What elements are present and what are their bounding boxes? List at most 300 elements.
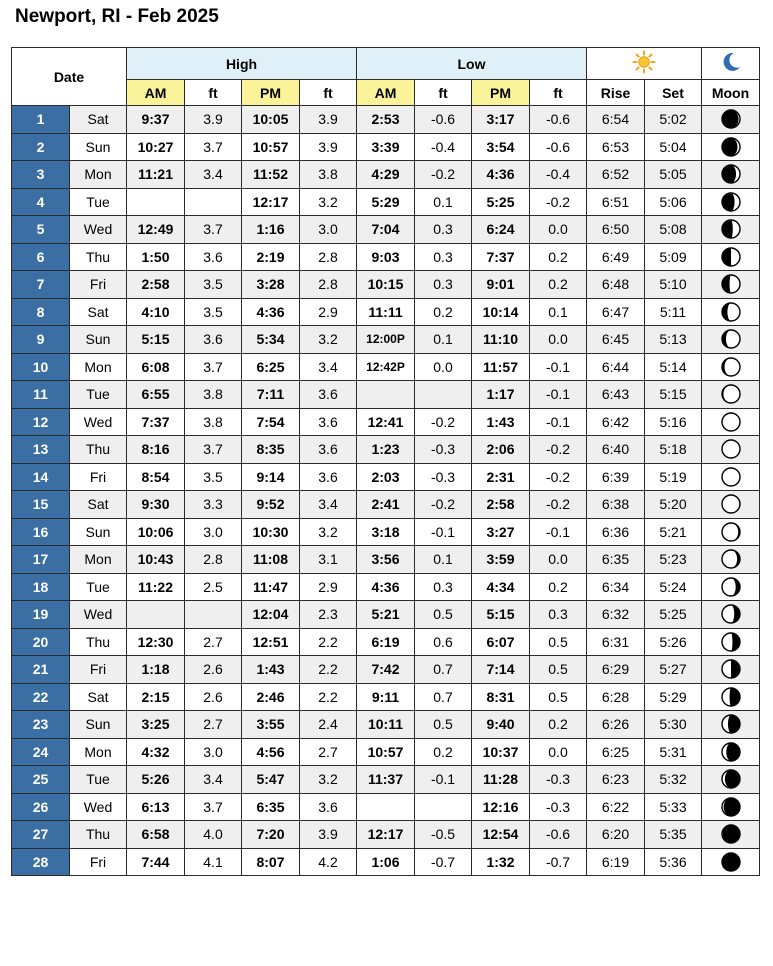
high-am-time: 8:54 xyxy=(127,463,185,491)
moon-phase-cell xyxy=(702,463,760,491)
sunrise-time: 6:45 xyxy=(587,326,645,354)
high-pm-height: 3.2 xyxy=(300,518,357,546)
low-am-time: 1:06 xyxy=(357,848,415,876)
high-pm-height: 3.6 xyxy=(300,793,357,821)
high-am-height: 2.8 xyxy=(185,546,242,574)
high-am-height: 2.7 xyxy=(185,628,242,656)
low-am-time: 10:11 xyxy=(357,711,415,739)
day-number: 10 xyxy=(12,353,70,381)
high-pm-height: 2.9 xyxy=(300,573,357,601)
low-pm-height: 0.2 xyxy=(530,573,587,601)
sunset-time: 5:24 xyxy=(645,573,702,601)
sunrise-time: 6:25 xyxy=(587,738,645,766)
low-am-height: 0.1 xyxy=(415,188,472,216)
high-am-height: 2.5 xyxy=(185,573,242,601)
table-row xyxy=(12,711,760,739)
low-pm-height: -0.1 xyxy=(530,518,587,546)
low-pm-time: 12:16 xyxy=(472,793,530,821)
low-pm-height: 0.0 xyxy=(530,738,587,766)
moon-phase-cell xyxy=(702,408,760,436)
high-pm-height: 3.6 xyxy=(300,463,357,491)
moon-phase-cell xyxy=(702,738,760,766)
moon-phase-cell xyxy=(702,216,760,244)
moon-phase-icon xyxy=(721,742,741,762)
sunset-time: 5:11 xyxy=(645,298,702,326)
table-row xyxy=(12,408,760,436)
low-pm-time: 2:06 xyxy=(472,436,530,464)
sunset-time: 5:08 xyxy=(645,216,702,244)
high-pm-height: 3.6 xyxy=(300,408,357,436)
high-pm-time: 6:35 xyxy=(242,793,300,821)
table-row xyxy=(12,271,760,299)
low-am-time: 2:53 xyxy=(357,106,415,134)
moon-phase-cell xyxy=(702,683,760,711)
high-pm-height: 3.2 xyxy=(300,188,357,216)
high-am-time: 1:50 xyxy=(127,243,185,271)
high-am-height: 3.8 xyxy=(185,381,242,409)
low-am-time: 7:42 xyxy=(357,656,415,684)
low-pm-time: 6:24 xyxy=(472,216,530,244)
day-number: 24 xyxy=(12,738,70,766)
low-am-height: 0.5 xyxy=(415,711,472,739)
table-row xyxy=(12,326,760,354)
weekday: Tue xyxy=(70,766,127,794)
table-row xyxy=(12,436,760,464)
low-pm-height: 0.2 xyxy=(530,243,587,271)
low-pm-height: -0.2 xyxy=(530,188,587,216)
high-pm-height: 2.8 xyxy=(300,243,357,271)
low-pm-time: 5:25 xyxy=(472,188,530,216)
low-am-height: 0.1 xyxy=(415,326,472,354)
sunset-time: 5:33 xyxy=(645,793,702,821)
moon-phase-icon xyxy=(721,549,741,569)
high-pm-height: 3.8 xyxy=(300,161,357,189)
sunrise-time: 6:20 xyxy=(587,821,645,849)
low-pm-time: 2:31 xyxy=(472,463,530,491)
high-am-height: 3.4 xyxy=(185,161,242,189)
high-pm-time: 12:51 xyxy=(242,628,300,656)
low-header: Low xyxy=(357,48,587,80)
day-number: 13 xyxy=(12,436,70,464)
moon-phase-icon xyxy=(721,247,741,267)
weekday: Sun xyxy=(70,711,127,739)
day-number: 27 xyxy=(12,821,70,849)
moon-phase-cell xyxy=(702,188,760,216)
low-am-height: -0.2 xyxy=(415,408,472,436)
moon-phase-icon xyxy=(721,577,741,597)
high-am-height: 4.1 xyxy=(185,848,242,876)
weekday: Wed xyxy=(70,216,127,244)
high-pm-time: 9:52 xyxy=(242,491,300,519)
table-row xyxy=(12,243,760,271)
high-am-height: 3.5 xyxy=(185,298,242,326)
high-pm-time: 11:52 xyxy=(242,161,300,189)
moon-phase-header: Moon xyxy=(702,80,760,106)
moon-phase-cell xyxy=(702,573,760,601)
low-am-height: 0.3 xyxy=(415,216,472,244)
table-row xyxy=(12,848,760,876)
high-pm-header: PM xyxy=(242,80,300,106)
low-pm-time: 9:40 xyxy=(472,711,530,739)
high-pm-time: 7:11 xyxy=(242,381,300,409)
high-am-time: 12:30 xyxy=(127,628,185,656)
weekday: Fri xyxy=(70,463,127,491)
low-am-height: 0.5 xyxy=(415,601,472,629)
sunrise-time: 6:53 xyxy=(587,133,645,161)
day-number: 26 xyxy=(12,793,70,821)
high-pm-time: 7:20 xyxy=(242,821,300,849)
high-am-time: 7:37 xyxy=(127,408,185,436)
table-row xyxy=(12,821,760,849)
high-pm-time: 1:43 xyxy=(242,656,300,684)
high-pm-time: 3:55 xyxy=(242,711,300,739)
sunrise-time: 6:34 xyxy=(587,573,645,601)
moon-phase-icon xyxy=(721,632,741,652)
low-am-time: 2:41 xyxy=(357,491,415,519)
low-am-height: -0.2 xyxy=(415,161,472,189)
sunrise-header: Rise xyxy=(587,80,645,106)
sunset-time: 5:14 xyxy=(645,353,702,381)
low-pm-time: 1:17 xyxy=(472,381,530,409)
high-am-time: 9:30 xyxy=(127,491,185,519)
low-am-time: 7:04 xyxy=(357,216,415,244)
day-number: 3 xyxy=(12,161,70,189)
high-pm-height: 3.4 xyxy=(300,353,357,381)
low-am-height: 0.0 xyxy=(415,353,472,381)
high-am-height: 3.7 xyxy=(185,793,242,821)
high-pm-time: 4:56 xyxy=(242,738,300,766)
high-pm-time: 1:16 xyxy=(242,216,300,244)
moon-phase-cell xyxy=(702,656,760,684)
high-pm-height: 2.2 xyxy=(300,656,357,684)
low-am-time: 4:29 xyxy=(357,161,415,189)
high-am-time: 11:21 xyxy=(127,161,185,189)
table-row xyxy=(12,463,760,491)
day-number: 14 xyxy=(12,463,70,491)
low-am-time: 10:15 xyxy=(357,271,415,299)
high-am-height: 3.6 xyxy=(185,243,242,271)
high-am-time: 6:55 xyxy=(127,381,185,409)
high-am-height: 3.0 xyxy=(185,738,242,766)
high-pm-height: 2.8 xyxy=(300,271,357,299)
high-am-time: 1:18 xyxy=(127,656,185,684)
sunset-time: 5:30 xyxy=(645,711,702,739)
low-pm-height: -0.7 xyxy=(530,848,587,876)
low-am-height: -0.7 xyxy=(415,848,472,876)
moon-phase-cell xyxy=(702,161,760,189)
low-am-time: 3:39 xyxy=(357,133,415,161)
day-number: 25 xyxy=(12,766,70,794)
high-pm-time: 11:47 xyxy=(242,573,300,601)
table-row xyxy=(12,106,760,134)
high-pm-time: 10:30 xyxy=(242,518,300,546)
low-pm-height: -0.6 xyxy=(530,106,587,134)
low-pm-time: 7:37 xyxy=(472,243,530,271)
low-am-time xyxy=(357,381,415,409)
moon-phase-cell xyxy=(702,436,760,464)
sunset-time: 5:21 xyxy=(645,518,702,546)
low-pm-height: 0.0 xyxy=(530,326,587,354)
low-am-time: 12:00P xyxy=(357,326,415,354)
high-am-time: 6:13 xyxy=(127,793,185,821)
weekday: Wed xyxy=(70,408,127,436)
high-pm-time: 3:28 xyxy=(242,271,300,299)
low-pm-height: 0.2 xyxy=(530,711,587,739)
moon-phase-cell xyxy=(702,353,760,381)
high-pm-height: 2.9 xyxy=(300,298,357,326)
high-pm-height: 3.1 xyxy=(300,546,357,574)
sun-header xyxy=(587,48,702,80)
sunrise-time: 6:40 xyxy=(587,436,645,464)
sunset-time: 5:32 xyxy=(645,766,702,794)
sun-icon xyxy=(632,50,656,77)
high-am-time: 10:06 xyxy=(127,518,185,546)
moon-phase-cell xyxy=(702,381,760,409)
sunset-time: 5:05 xyxy=(645,161,702,189)
sunrise-time: 6:47 xyxy=(587,298,645,326)
moon-phase-icon xyxy=(721,824,741,844)
low-pm-time: 3:54 xyxy=(472,133,530,161)
day-number: 19 xyxy=(12,601,70,629)
low-am-height: -0.1 xyxy=(415,518,472,546)
weekday: Thu xyxy=(70,436,127,464)
day-number: 11 xyxy=(12,381,70,409)
moon-phase-cell xyxy=(702,766,760,794)
moon-phase-icon xyxy=(721,302,741,322)
day-number: 23 xyxy=(12,711,70,739)
high-pm-time: 10:57 xyxy=(242,133,300,161)
low-am-time: 9:03 xyxy=(357,243,415,271)
table-row xyxy=(12,353,760,381)
low-am-ft-header: ft xyxy=(415,80,472,106)
low-pm-time: 9:01 xyxy=(472,271,530,299)
high-am-height: 3.3 xyxy=(185,491,242,519)
high-pm-time: 8:35 xyxy=(242,436,300,464)
low-pm-ft-header: ft xyxy=(530,80,587,106)
low-pm-height: -0.1 xyxy=(530,381,587,409)
low-am-height: 0.7 xyxy=(415,656,472,684)
low-pm-time: 11:57 xyxy=(472,353,530,381)
sunset-time: 5:13 xyxy=(645,326,702,354)
sunrise-time: 6:42 xyxy=(587,408,645,436)
table-row xyxy=(12,298,760,326)
low-am-time: 4:36 xyxy=(357,573,415,601)
sunset-time: 5:36 xyxy=(645,848,702,876)
high-pm-height: 3.9 xyxy=(300,106,357,134)
high-pm-time: 6:25 xyxy=(242,353,300,381)
high-pm-time: 5:47 xyxy=(242,766,300,794)
high-am-time: 2:58 xyxy=(127,271,185,299)
weekday: Wed xyxy=(70,601,127,629)
high-pm-height: 2.3 xyxy=(300,601,357,629)
low-am-time: 12:42P xyxy=(357,353,415,381)
low-pm-height: 0.5 xyxy=(530,683,587,711)
sunrise-time: 6:43 xyxy=(587,381,645,409)
high-am-time: 6:08 xyxy=(127,353,185,381)
weekday: Mon xyxy=(70,546,127,574)
low-am-height: 0.2 xyxy=(415,738,472,766)
low-am-time: 6:19 xyxy=(357,628,415,656)
low-am-time: 5:21 xyxy=(357,601,415,629)
high-am-time: 4:32 xyxy=(127,738,185,766)
sunrise-time: 6:51 xyxy=(587,188,645,216)
high-am-height: 3.7 xyxy=(185,353,242,381)
low-am-height: 0.7 xyxy=(415,683,472,711)
weekday: Tue xyxy=(70,188,127,216)
low-am-time: 11:37 xyxy=(357,766,415,794)
weekday: Fri xyxy=(70,271,127,299)
moon-phase-cell xyxy=(702,243,760,271)
low-pm-height: -0.2 xyxy=(530,463,587,491)
low-am-height: 0.6 xyxy=(415,628,472,656)
low-pm-height: -0.1 xyxy=(530,408,587,436)
low-am-time: 2:03 xyxy=(357,463,415,491)
high-pm-height: 4.2 xyxy=(300,848,357,876)
high-am-time: 10:27 xyxy=(127,133,185,161)
high-pm-height: 2.7 xyxy=(300,738,357,766)
low-am-height: 0.3 xyxy=(415,243,472,271)
low-pm-time: 4:36 xyxy=(472,161,530,189)
sunset-time: 5:35 xyxy=(645,821,702,849)
moon-phase-icon xyxy=(721,439,741,459)
low-pm-height: 0.5 xyxy=(530,628,587,656)
moon-phase-cell xyxy=(702,133,760,161)
sunset-time: 5:06 xyxy=(645,188,702,216)
table-row xyxy=(12,381,760,409)
high-am-time: 11:22 xyxy=(127,573,185,601)
sunset-time: 5:09 xyxy=(645,243,702,271)
high-am-height: 3.5 xyxy=(185,271,242,299)
table-row xyxy=(12,656,760,684)
low-am-time: 10:57 xyxy=(357,738,415,766)
low-am-height: -0.3 xyxy=(415,463,472,491)
low-pm-time: 3:27 xyxy=(472,518,530,546)
moon-phase-icon xyxy=(721,357,741,377)
day-number: 20 xyxy=(12,628,70,656)
sunrise-time: 6:22 xyxy=(587,793,645,821)
low-pm-height: -0.1 xyxy=(530,353,587,381)
low-pm-height: 0.0 xyxy=(530,546,587,574)
low-pm-time: 4:34 xyxy=(472,573,530,601)
weekday: Mon xyxy=(70,161,127,189)
moon-phase-cell xyxy=(702,821,760,849)
high-am-time: 5:15 xyxy=(127,326,185,354)
day-number: 9 xyxy=(12,326,70,354)
day-number: 7 xyxy=(12,271,70,299)
low-pm-time: 12:54 xyxy=(472,821,530,849)
low-pm-time: 5:15 xyxy=(472,601,530,629)
high-am-time: 9:37 xyxy=(127,106,185,134)
page-title: Newport, RI - Feb 2025 xyxy=(15,6,219,27)
sunrise-time: 6:39 xyxy=(587,463,645,491)
weekday: Fri xyxy=(70,848,127,876)
day-number: 4 xyxy=(12,188,70,216)
low-pm-time: 7:14 xyxy=(472,656,530,684)
sunset-time: 5:20 xyxy=(645,491,702,519)
low-pm-time: 1:43 xyxy=(472,408,530,436)
sunset-time: 5:26 xyxy=(645,628,702,656)
low-am-time: 3:18 xyxy=(357,518,415,546)
sunset-time: 5:27 xyxy=(645,656,702,684)
weekday: Thu xyxy=(70,243,127,271)
low-pm-height: -0.4 xyxy=(530,161,587,189)
low-pm-time: 3:17 xyxy=(472,106,530,134)
high-header: High xyxy=(127,48,357,80)
sunset-time: 5:16 xyxy=(645,408,702,436)
weekday: Thu xyxy=(70,821,127,849)
high-am-time: 2:15 xyxy=(127,683,185,711)
high-pm-height: 3.2 xyxy=(300,766,357,794)
sunrise-time: 6:36 xyxy=(587,518,645,546)
low-pm-time: 6:07 xyxy=(472,628,530,656)
day-number: 2 xyxy=(12,133,70,161)
high-pm-time: 12:04 xyxy=(242,601,300,629)
date-header: Date xyxy=(12,48,127,106)
table-row xyxy=(12,766,760,794)
weekday: Sat xyxy=(70,491,127,519)
low-pm-height: 0.1 xyxy=(530,298,587,326)
low-pm-height: 0.2 xyxy=(530,271,587,299)
moon-header xyxy=(702,48,760,80)
sunset-time: 5:31 xyxy=(645,738,702,766)
moon-phase-icon xyxy=(721,852,741,872)
table-row xyxy=(12,683,760,711)
high-pm-time: 12:17 xyxy=(242,188,300,216)
low-pm-time: 8:31 xyxy=(472,683,530,711)
low-pm-time: 3:59 xyxy=(472,546,530,574)
day-number: 15 xyxy=(12,491,70,519)
moon-phase-icon xyxy=(721,494,741,514)
low-pm-height: 0.3 xyxy=(530,601,587,629)
weekday: Mon xyxy=(70,353,127,381)
high-pm-height: 3.4 xyxy=(300,491,357,519)
low-pm-header: PM xyxy=(472,80,530,106)
high-pm-height: 3.2 xyxy=(300,326,357,354)
low-am-height: 0.3 xyxy=(415,271,472,299)
moon-phase-cell xyxy=(702,491,760,519)
moon-phase-icon xyxy=(721,384,741,404)
moon-phase-icon xyxy=(721,109,741,129)
high-pm-time: 5:34 xyxy=(242,326,300,354)
high-am-height xyxy=(185,601,242,629)
weekday: Fri xyxy=(70,656,127,684)
high-pm-time: 4:36 xyxy=(242,298,300,326)
table-row xyxy=(12,738,760,766)
low-pm-time: 11:10 xyxy=(472,326,530,354)
weekday: Wed xyxy=(70,793,127,821)
high-pm-time: 8:07 xyxy=(242,848,300,876)
day-number: 18 xyxy=(12,573,70,601)
high-pm-height: 3.6 xyxy=(300,381,357,409)
moon-phase-cell xyxy=(702,518,760,546)
high-am-time: 12:49 xyxy=(127,216,185,244)
high-am-height: 2.7 xyxy=(185,711,242,739)
table-row xyxy=(12,601,760,629)
table-row xyxy=(12,216,760,244)
low-am-time: 11:11 xyxy=(357,298,415,326)
low-am-height xyxy=(415,381,472,409)
moon-phase-icon xyxy=(721,192,741,212)
moon-phase-cell xyxy=(702,793,760,821)
high-am-height: 2.6 xyxy=(185,683,242,711)
sunset-time: 5:18 xyxy=(645,436,702,464)
low-am-time: 1:23 xyxy=(357,436,415,464)
weekday: Sat xyxy=(70,683,127,711)
moon-phase-icon xyxy=(721,797,741,817)
high-pm-height: 3.0 xyxy=(300,216,357,244)
low-am-time: 12:41 xyxy=(357,408,415,436)
weekday: Thu xyxy=(70,628,127,656)
